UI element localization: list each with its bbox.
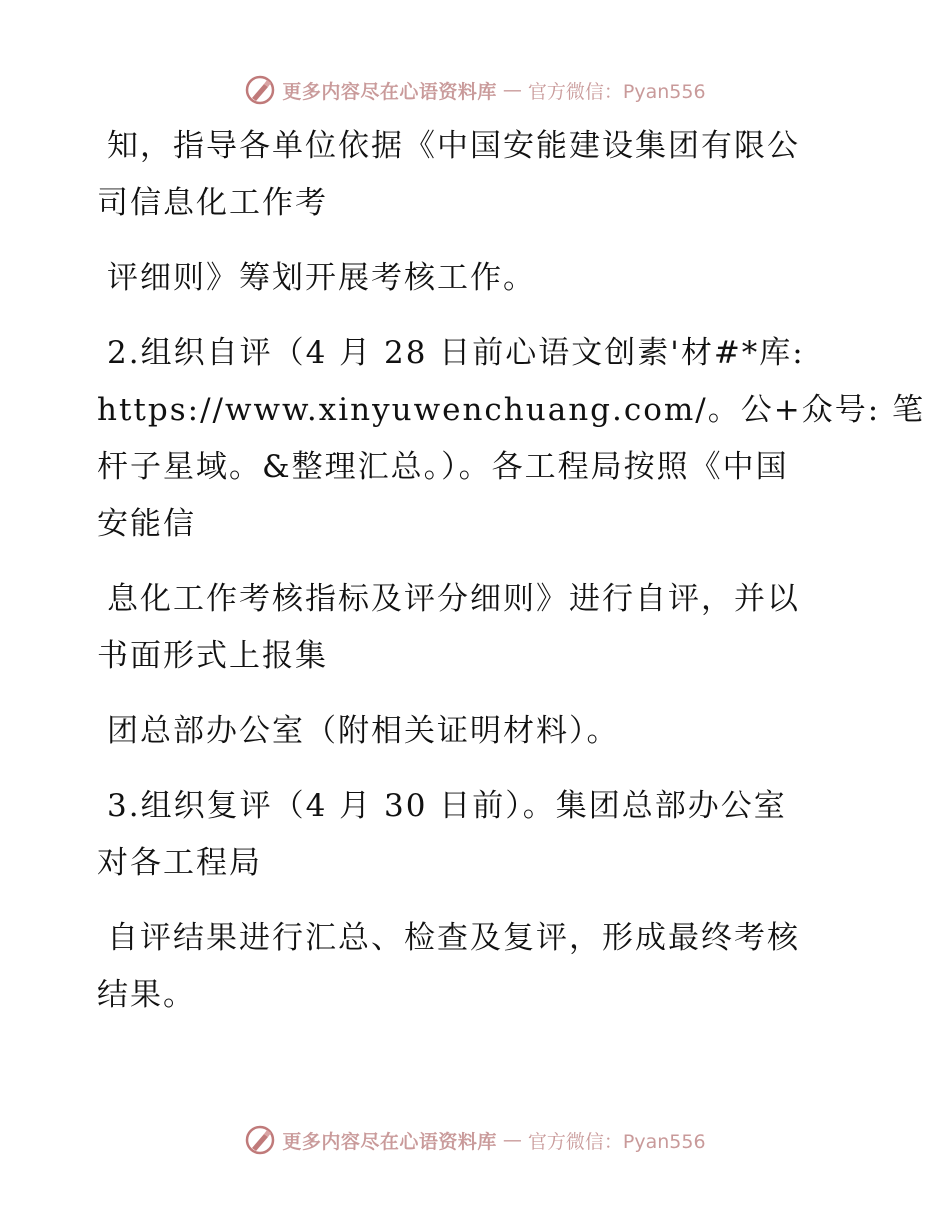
watermark-site-text: 更多内容尽在心语资料库 [282, 80, 497, 103]
pen-logo-icon [244, 74, 276, 106]
text-line: 结果。 [97, 977, 196, 1013]
header-watermark [0, 70, 950, 110]
text-line: 安能信 [97, 506, 196, 542]
paragraph-7 [97, 910, 857, 1024]
paragraph-4 [97, 571, 857, 685]
paragraph-5 [97, 703, 857, 760]
footer-watermark [0, 1120, 950, 1160]
document-body [97, 118, 926, 1024]
text-line: 3.组织复评（4 月 30 日前）。集团总部办公室 [107, 788, 787, 824]
paragraph-1 [97, 118, 857, 232]
paragraph-2 [97, 250, 857, 307]
text-line: 杆子星域。&整理汇总。）。各工程局按照《中国 [97, 449, 789, 485]
paragraph-3 [97, 325, 926, 553]
watermark-separator: — [502, 1129, 522, 1151]
text-line: 息化工作考核指标及评分细则》进行自评，并以 [107, 581, 800, 617]
watermark-contact: 官方微信：Pyan556 [527, 80, 706, 103]
text-line: 对各工程局 [97, 845, 262, 881]
paragraph-6 [97, 778, 857, 892]
watermark-group [244, 74, 705, 106]
text-line: 2.组织自评（4 月 28 日前心语文创素'材#*库: [107, 335, 805, 371]
text-line: 评细则》筹划开展考核工作。 [107, 260, 536, 296]
text-line: 书面形式上报集 [97, 638, 328, 674]
pen-logo-icon [244, 1124, 276, 1156]
watermark-group [244, 1124, 705, 1156]
watermark-separator: — [502, 79, 522, 101]
text-line: 司信息化工作考 [97, 185, 328, 221]
text-line: 团总部办公室（附相关证明材料）。 [107, 713, 620, 749]
text-line: https://www.xinyuwenchuang.com/。公+众号: 笔 [97, 392, 926, 428]
watermark-contact: 官方微信：Pyan556 [527, 1130, 706, 1153]
watermark-site-text: 更多内容尽在心语资料库 [282, 1130, 497, 1153]
text-line: 自评结果进行汇总、检查及复评，形成最终考核 [107, 920, 800, 956]
text-line: 知，指导各单位依据《中国安能建设集团有限公 [107, 128, 800, 164]
